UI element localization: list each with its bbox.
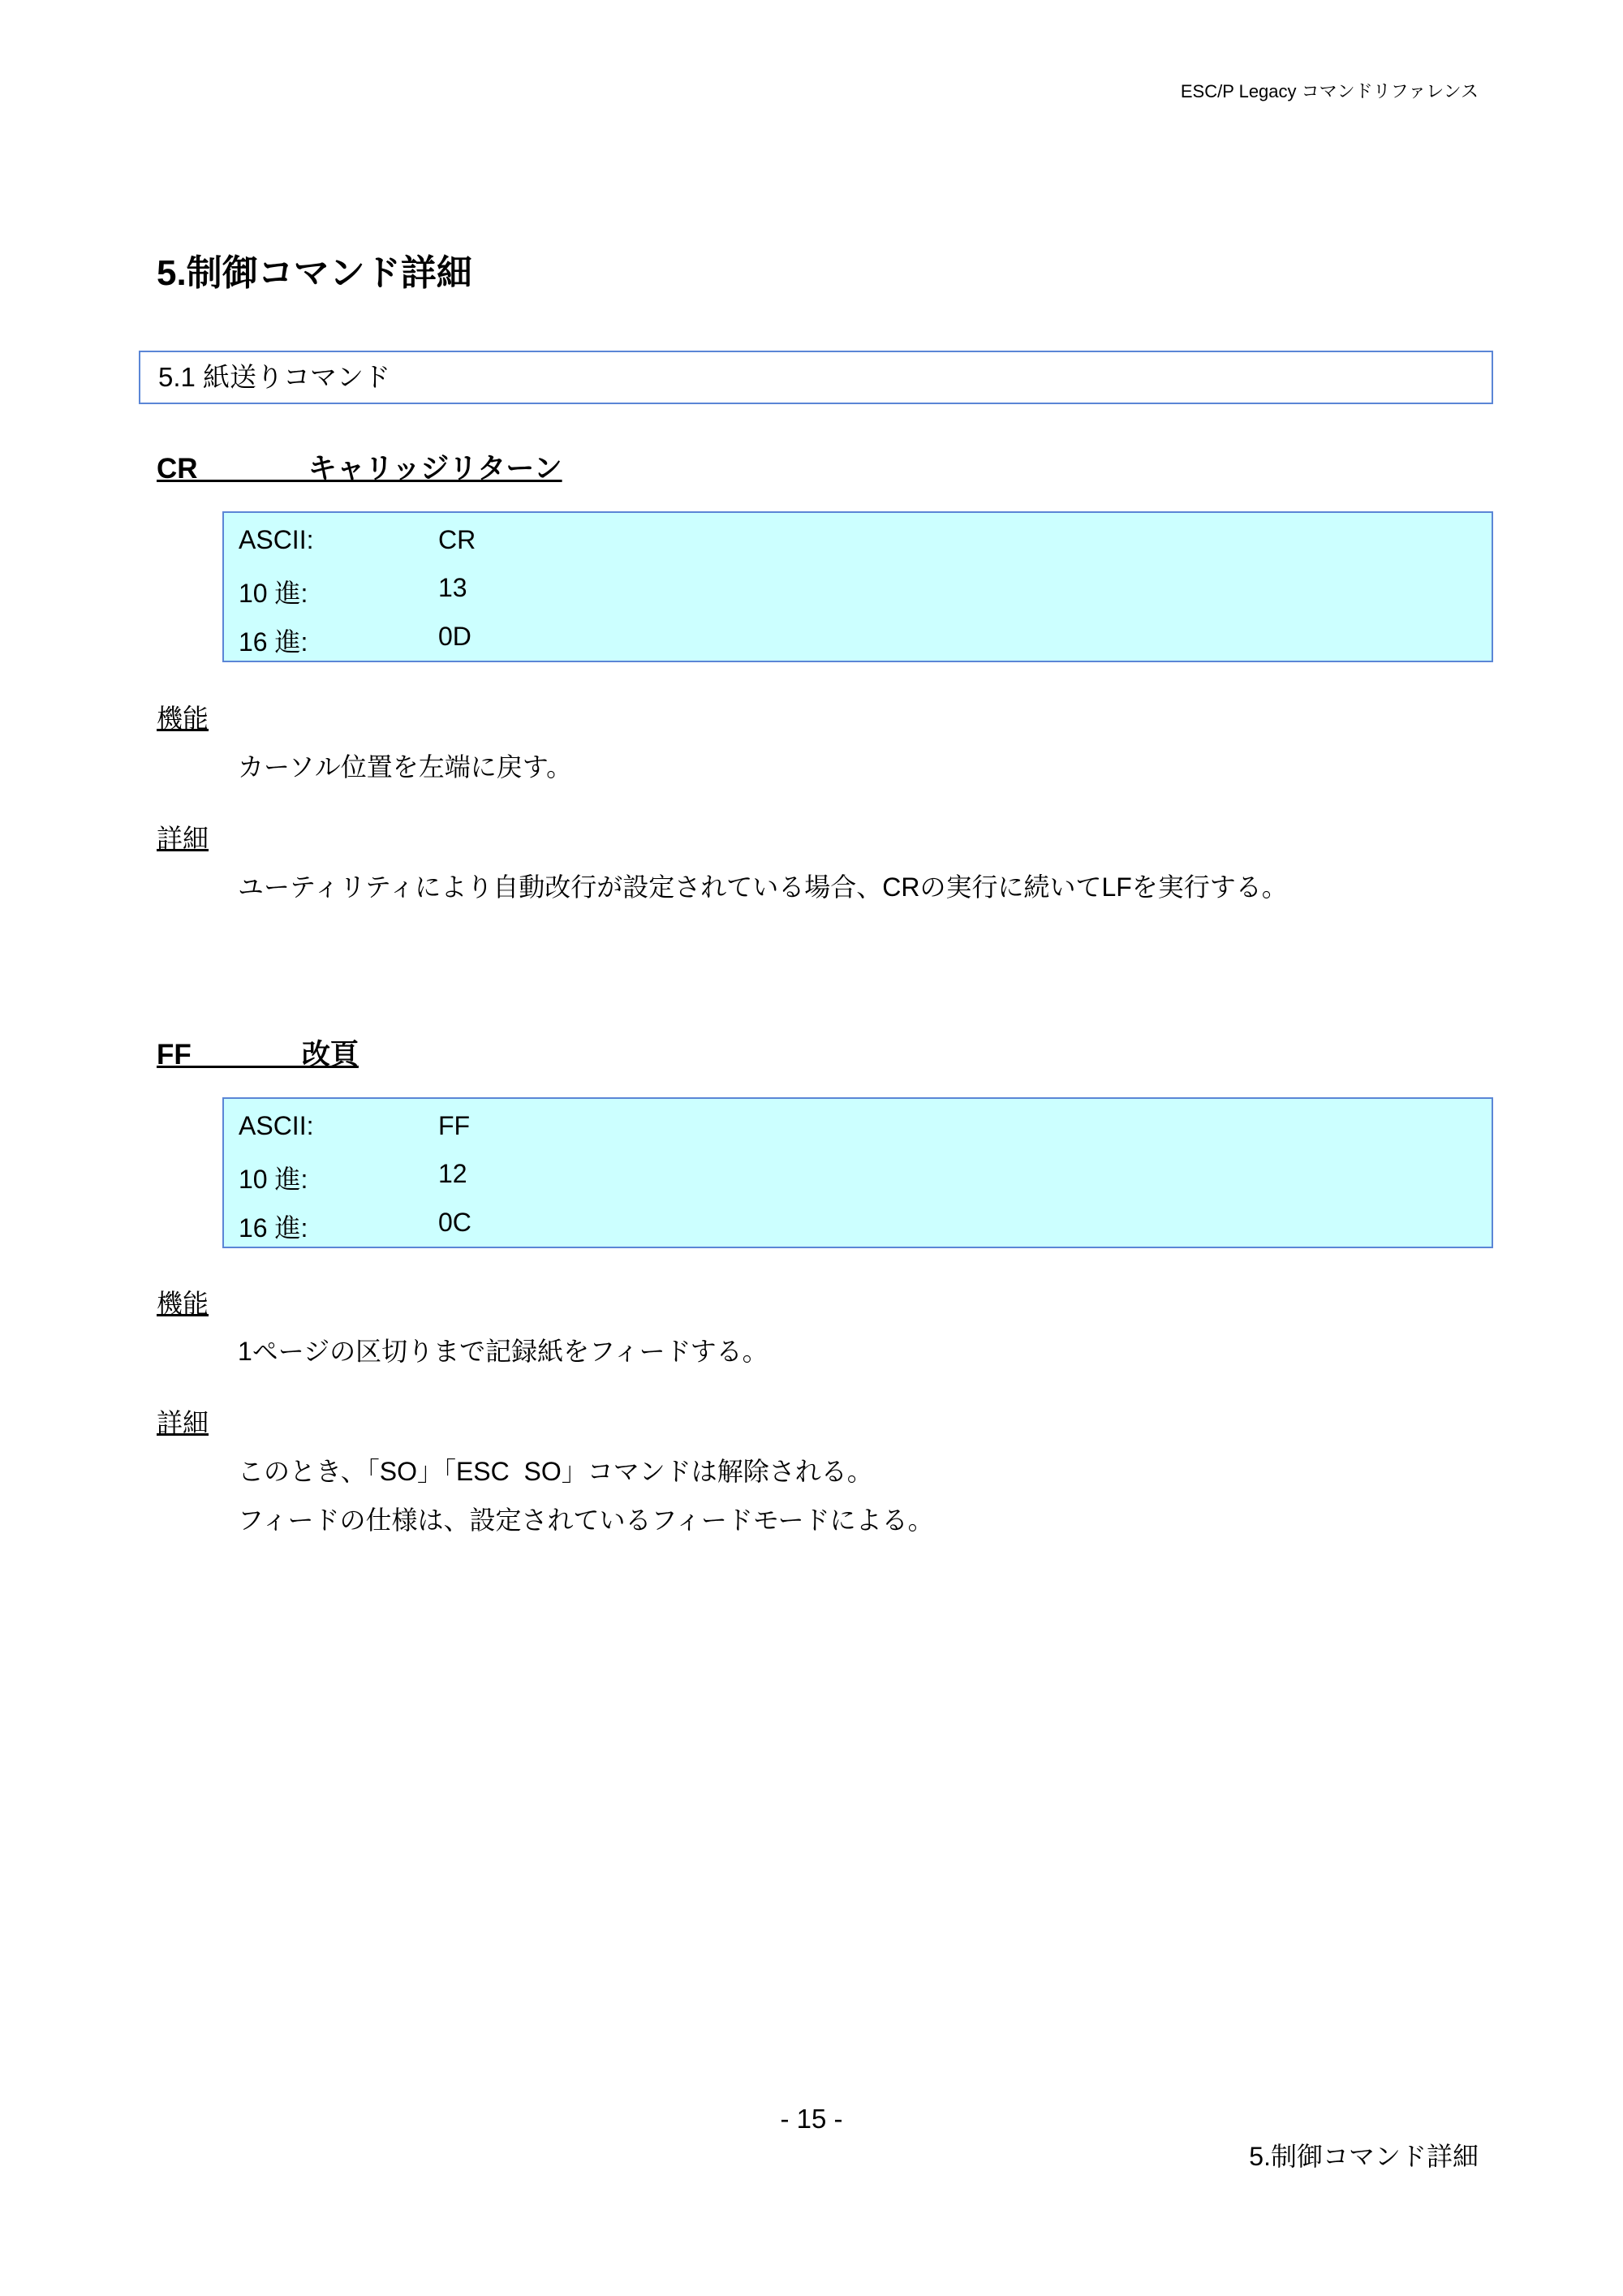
section-title: 5.1 紙送りコマンド bbox=[158, 362, 391, 392]
function-heading: 機能 bbox=[157, 704, 209, 733]
code-label: ASCII: bbox=[239, 1111, 314, 1140]
code-value: FF bbox=[438, 1111, 471, 1140]
command-heading-cr: CR キャリッジリターン bbox=[157, 453, 562, 485]
section-title-box bbox=[139, 351, 1493, 404]
code-row-decimal bbox=[239, 1159, 467, 1196]
code-row-hex bbox=[239, 622, 471, 659]
code-value: 0D bbox=[438, 622, 471, 651]
function-text: カーソル位置を左端に戻す。 bbox=[238, 752, 573, 782]
code-label: 10 進: bbox=[239, 579, 308, 608]
detail-heading: 詳細 bbox=[157, 1408, 209, 1437]
code-row-ascii bbox=[239, 525, 476, 555]
code-row-hex bbox=[239, 1208, 471, 1245]
code-value: 0C bbox=[438, 1208, 471, 1237]
function-heading: 機能 bbox=[157, 1289, 209, 1318]
command-heading-ff: FF 改頁 bbox=[157, 1039, 359, 1070]
code-table-ff bbox=[222, 1097, 1493, 1248]
chapter-title: 5.制御コマンド詳細 bbox=[157, 253, 472, 293]
running-footer: 5.制御コマンド詳細 bbox=[1249, 2142, 1479, 2171]
code-label: 16 進: bbox=[239, 627, 308, 657]
code-label: ASCII: bbox=[239, 525, 314, 554]
detail-text: ユーティリティにより自動改行が設定されている場合、CRの実行に続いてLFを実行する。 bbox=[238, 872, 1288, 902]
detail-text: このとき、「SO」「ESC SO」コマンドは解除される。 bbox=[238, 1457, 873, 1486]
code-value: CR bbox=[438, 525, 476, 554]
running-header: ESC/P Legacy コマンドリファレンス bbox=[1180, 81, 1479, 101]
code-label: 10 進: bbox=[239, 1165, 308, 1194]
code-table-cr bbox=[222, 511, 1493, 662]
detail-heading: 詳細 bbox=[157, 824, 209, 853]
detail-text: フィードの仕様は、設定されているフィードモードによる。 bbox=[238, 1506, 934, 1535]
code-row-ascii bbox=[239, 1111, 471, 1141]
code-row-decimal bbox=[239, 573, 467, 610]
code-value: 12 bbox=[438, 1159, 467, 1188]
code-value: 13 bbox=[438, 573, 467, 602]
page-number: - 15 - bbox=[780, 2104, 843, 2134]
function-text: 1ページの区切りまで記録紙をフィードする。 bbox=[238, 1337, 768, 1366]
code-label: 16 進: bbox=[239, 1213, 308, 1243]
